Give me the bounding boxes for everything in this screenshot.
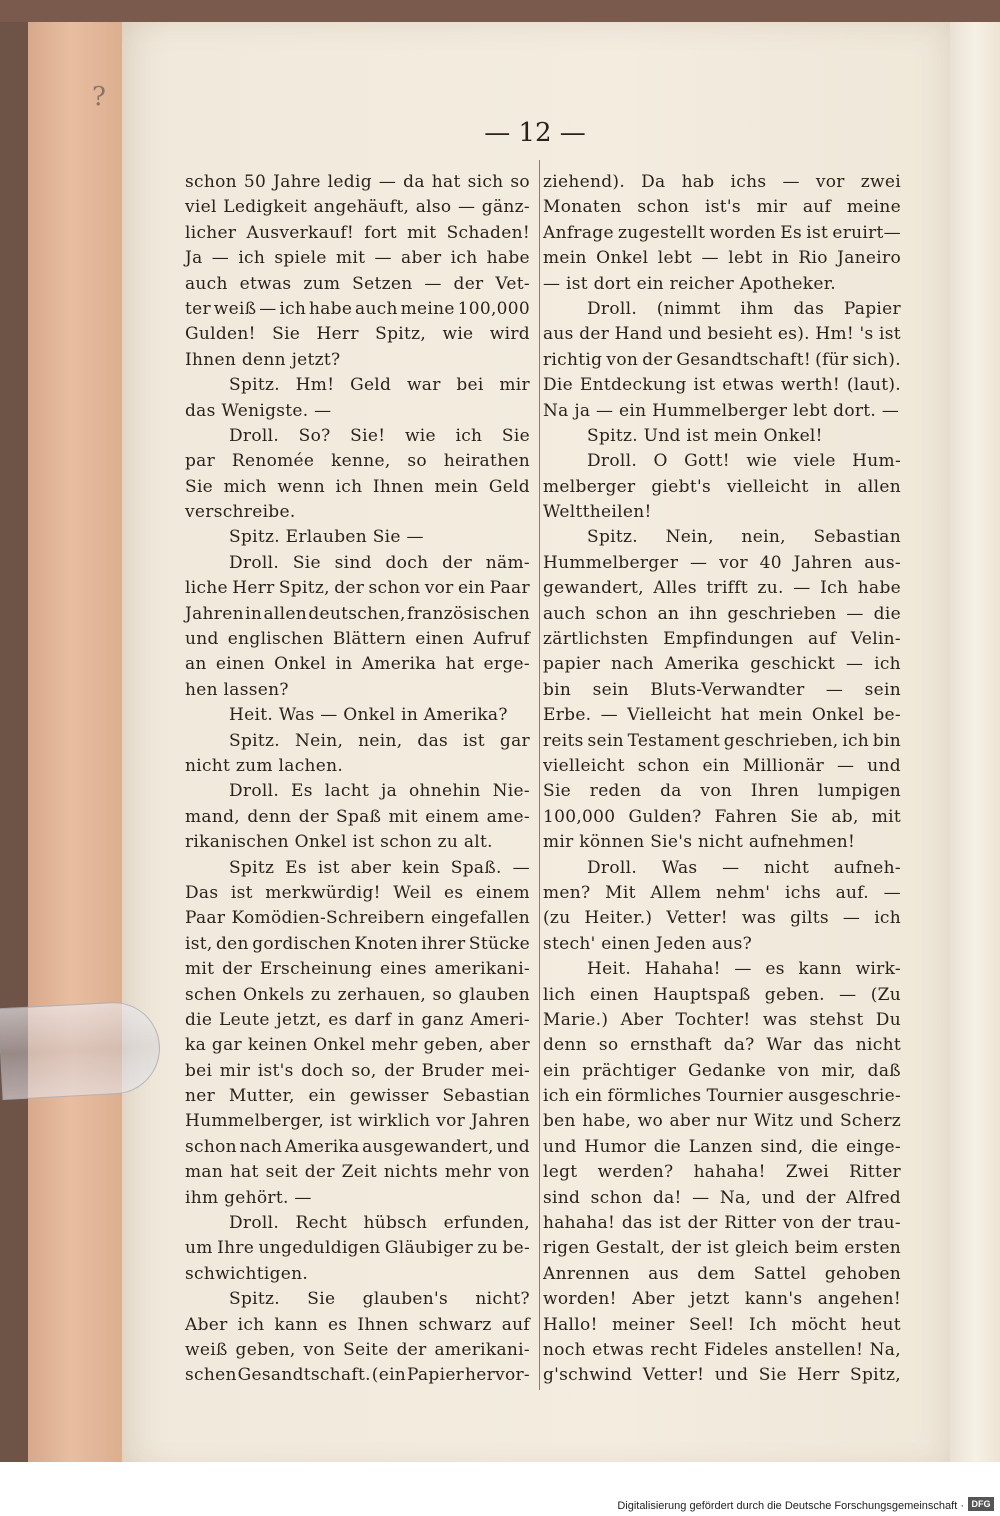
text-line: Gulden! Sie Herr Spitz, wie wird bbox=[185, 324, 530, 345]
text-line: bin sein Bluts-Verwandter — sein bbox=[543, 679, 901, 700]
text-line: par Renomée kenne, so heirathen bbox=[185, 451, 530, 472]
text-line: Spitz. Hm! Geld war bei mir bbox=[229, 375, 530, 396]
text-line: rigen Gestalt, der ist gleich beim ersten bbox=[543, 1238, 901, 1259]
text-line: hen lassen? bbox=[185, 679, 289, 700]
text-line: lich einen Hauptspaß geben. — (Zu bbox=[543, 984, 901, 1005]
text-line: Anrennen aus dem Sattel gehoben bbox=[543, 1263, 901, 1284]
text-line: Ja — ich spiele mit — aber ich habe bbox=[185, 248, 530, 269]
text-line: Spitz. Nein, nein, das ist gar bbox=[229, 730, 530, 751]
text-line: verschreibe. bbox=[185, 502, 296, 523]
text-line: Paar Komödien-Schreibern eingefallen bbox=[185, 908, 530, 929]
page-number: — 12 — bbox=[484, 118, 586, 148]
text-line: ter weiß — ich habe auch meine 100,000 bbox=[185, 298, 530, 319]
text-line: Hummelberger — vor 40 Jahren aus- bbox=[543, 552, 901, 573]
text-line: ist, den gordischen Knoten ihrer Stücke bbox=[185, 933, 530, 954]
text-line: bei mir ist's doch so, der Bruder mei- bbox=[185, 1060, 530, 1081]
text-line: sind schon da! — Na, und der Alfred bbox=[543, 1187, 901, 1208]
text-line: mit der Erscheinung eines amerikani- bbox=[185, 959, 530, 980]
text-line: Spitz. Sie glauben's nicht? bbox=[229, 1289, 530, 1310]
text-line: Anfrage zugestellt worden Es ist eruirt— bbox=[543, 222, 901, 243]
text-line: zärtlichsten Empfindungen auf Velin- bbox=[543, 629, 901, 650]
text-line: Heit. Was — Onkel in Amerika? bbox=[229, 705, 508, 726]
text-line: nicht zum lachen. bbox=[185, 755, 344, 776]
text-line: worden! Aber jetzt kann's angehen! bbox=[543, 1289, 901, 1310]
text-line: men? Mit Allem nehm' ichs auf. — bbox=[543, 882, 901, 903]
text-line: die Leute jetzt, es darf in ganz Ameri- bbox=[185, 1009, 530, 1030]
text-line: Spitz. Und ist mein Onkel! bbox=[587, 425, 823, 446]
text-line: ka gar keinen Onkel mehr geben, aber bbox=[185, 1035, 530, 1056]
text-line: schon nach Amerika ausgewandert, und bbox=[185, 1136, 530, 1157]
text-line: Welttheilen! bbox=[543, 502, 652, 523]
text-line: melberger giebt's vielleicht in allen bbox=[543, 476, 901, 497]
page-clip-holder bbox=[0, 1000, 162, 1100]
text-line: Sie mich wenn ich Ihnen mein Geld bbox=[185, 476, 530, 497]
column-divider bbox=[539, 160, 540, 1390]
text-line: mir können Sie's nicht aufnehmen! bbox=[543, 832, 856, 853]
text-line: Heit. Hahaha! — es kann wirk- bbox=[587, 959, 901, 980]
margin-pencil-note: ? bbox=[92, 82, 106, 112]
text-line: rikanischen Onkel ist schon zu alt. bbox=[185, 832, 493, 853]
text-line: richtig von der Gesandtschaft! (für sich). bbox=[543, 349, 901, 370]
text-line: ben habe, wo aber nur Witz und Scherz bbox=[543, 1111, 901, 1132]
text-line: ziehend). Da hab ichs — vor zwei bbox=[543, 172, 901, 192]
text-line: Jahren in allen deutschen, französischen bbox=[185, 603, 530, 624]
text-line: Na ja — ein Hummelberger lebt dort. — bbox=[543, 400, 900, 421]
text-line: reits sein Testament geschrieben, ich bin bbox=[543, 730, 901, 751]
text-line: und englischen Blättern einen Aufruf bbox=[185, 629, 530, 650]
text-line: das Wenigste. — bbox=[185, 400, 332, 421]
text-line: man hat seit der Zeit nichts mehr von bbox=[185, 1162, 530, 1183]
text-line: vielleicht schon ein Millionär — und bbox=[543, 755, 901, 776]
book-cover-edge bbox=[28, 22, 126, 1462]
text-line: Aber ich kann es Ihnen schwarz auf bbox=[185, 1314, 530, 1335]
text-line: gewandert, Alles trifft zu. — Ich habe bbox=[543, 578, 901, 599]
dfg-logo: DFG bbox=[968, 1497, 994, 1511]
text-line: Droll. O Gott! wie viele Hum- bbox=[587, 451, 901, 472]
text-line: Droll. So? Sie! wie ich Sie bbox=[229, 425, 530, 446]
text-line: Hummelberger, ist wirklich vor Jahren bbox=[185, 1111, 530, 1132]
text-line: aus der Hand und besieht es). Hm! 's ist bbox=[543, 324, 901, 345]
text-line: Monaten schon ist's mir auf meine bbox=[543, 197, 901, 218]
text-line: noch etwas recht Fideles anstellen! Na, bbox=[543, 1339, 901, 1360]
text-line: Spitz Es ist aber kein Spaß. — bbox=[229, 857, 530, 878]
text-line: Droll. Recht hübsch erfunden, bbox=[229, 1213, 530, 1234]
text-line: viel Ledigkeit angehäuft, also — gänz- bbox=[185, 197, 530, 218]
text-line: Marie.) Aber Tochter! was stehst Du bbox=[543, 1009, 901, 1030]
text-line: mand, denn der Spaß mit einem ame- bbox=[185, 806, 530, 827]
text-line: Ihnen denn jetzt? bbox=[185, 349, 341, 370]
text-line: denn so ernsthaft da? War das nicht bbox=[543, 1035, 901, 1056]
text-line: papier nach Amerika geschickt — ich bbox=[543, 654, 901, 675]
text-line: legt werden? hahaha! Zwei Ritter bbox=[543, 1162, 901, 1183]
text-line: stech' einen Jeden aus? bbox=[543, 933, 753, 954]
text-line: Erbe. — Vielleicht hat mein Onkel be- bbox=[543, 705, 901, 726]
text-line: auch etwas zum Setzen — der Vet- bbox=[185, 273, 530, 294]
text-line: schon 50 Jahre ledig — da hat sich so bbox=[185, 172, 530, 192]
text-line: Droll. Was — nicht aufneh- bbox=[587, 857, 901, 878]
text-line: 100,000 Gulden? Fahren Sie ab, mit bbox=[543, 806, 901, 827]
text-line: Sie reden da von Ihren lumpigen bbox=[543, 781, 901, 802]
text-line: ich ein förmliches Tournier ausgeschrie- bbox=[543, 1086, 901, 1107]
text-line: mein Onkel lebt — lebt in Rio Janeiro bbox=[543, 248, 901, 269]
text-line: Hallo! meiner Seel! Ich möcht heut bbox=[543, 1314, 901, 1335]
text-line: auch schon an ihn geschrieben — die bbox=[543, 603, 901, 624]
text-line: hahaha! das ist der Ritter von der trau- bbox=[543, 1213, 901, 1234]
text-line: an einen Onkel in Amerika hat erge- bbox=[185, 654, 530, 675]
right-text-column bbox=[543, 170, 901, 1389]
text-line: Die Entdeckung ist etwas werth! (laut). bbox=[543, 375, 901, 396]
text-line: ihm gehört. — bbox=[185, 1187, 312, 1208]
text-line: (zu Heiter.) Vetter! was gilts — ich bbox=[543, 908, 901, 929]
text-line: schen Gesandtschaft. (ein Papier hervor- bbox=[185, 1365, 530, 1386]
text-line: Spitz. Erlauben Sie — bbox=[229, 527, 424, 548]
text-line: licher Ausverkauf! fort mit Schaden! bbox=[185, 222, 530, 243]
text-line: um Ihre ungeduldigen Gläubiger zu be- bbox=[185, 1238, 530, 1259]
text-line: ner Mutter, ein gewisser Sebastian bbox=[185, 1086, 530, 1107]
next-page-edge bbox=[950, 22, 1000, 1470]
text-line: Droll. Es lacht ja ohnehin Nie- bbox=[229, 781, 530, 802]
text-line: Droll. Sie sind doch der näm- bbox=[229, 552, 530, 573]
text-line: Das ist merkwürdig! Weil es einem bbox=[185, 882, 530, 903]
text-line: schen Onkels zu zerhauen, so glauben bbox=[185, 984, 530, 1005]
text-line: g'schwind Vetter! und Sie Herr Spitz, bbox=[543, 1365, 901, 1386]
funding-notice: Digitalisierung gefördert durch die Deutsche Forschungsgemeinschaft · bbox=[617, 1500, 964, 1512]
text-line: weiß geben, von Seite der amerikani- bbox=[185, 1339, 530, 1360]
text-line: Spitz. Nein, nein, Sebastian bbox=[587, 527, 901, 548]
left-text-column bbox=[185, 170, 530, 1389]
text-line: ein prächtiger Gedanke von mir, daß bbox=[543, 1060, 901, 1081]
scan-background-top bbox=[0, 0, 1000, 22]
text-line: liche Herr Spitz, der schon vor ein Paar bbox=[185, 578, 530, 599]
text-line: Droll. (nimmt ihm das Papier bbox=[587, 298, 901, 319]
text-line: und Humor die Lanzen sind, die einge- bbox=[543, 1136, 901, 1157]
text-line: schwichtigen. bbox=[185, 1263, 309, 1284]
text-line: — ist dort ein reicher Apotheker. bbox=[543, 273, 836, 294]
